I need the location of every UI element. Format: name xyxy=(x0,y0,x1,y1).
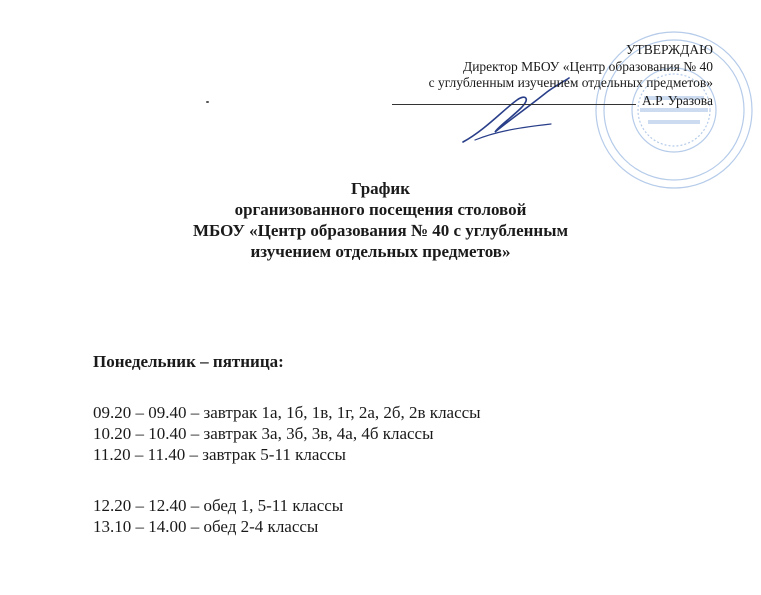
title-line-1: График xyxy=(350,179,411,198)
approval-block xyxy=(313,42,713,109)
document-title xyxy=(120,178,641,262)
signer-name: А.Р. Уразова xyxy=(641,92,713,108)
title-line-3: МБОУ «Центр образования № 40 с углубленным xyxy=(192,221,569,240)
approver-position: Директор МБОУ «Центр образования № 40 xyxy=(463,58,713,74)
breakfast-row: 11.20 – 11.40 – завтрак 5-11 классы xyxy=(93,445,346,464)
schedule-gap xyxy=(93,465,481,495)
breakfast-row: 09.20 – 09.40 – завтрак 1а, 1б, 1в, 1г, 2а, 2б, 2в классы xyxy=(93,403,481,422)
lunch-row: 12.20 – 12.40 – обед 1, 5-11 классы xyxy=(93,496,344,515)
schedule-list xyxy=(93,402,481,537)
days-heading: Понедельник – пятница: xyxy=(93,352,284,371)
title-line-4: изучением отдельных предметов» xyxy=(250,242,511,261)
signature-row xyxy=(313,92,713,110)
approver-organization: с углубленным изучением отдельных предметов» xyxy=(428,75,713,90)
lunch-row: 13.10 – 14.00 – обед 2-4 классы xyxy=(93,517,319,536)
approve-word: УТВЕРЖДАЮ xyxy=(625,42,713,57)
breakfast-row: 10.20 – 10.40 – завтрак 3а, 3б, 3в, 4а, 4б классы xyxy=(93,424,434,443)
scan-speck xyxy=(206,101,209,103)
signature-line xyxy=(392,92,636,105)
title-line-2: организованного посещения столовой xyxy=(234,200,527,219)
